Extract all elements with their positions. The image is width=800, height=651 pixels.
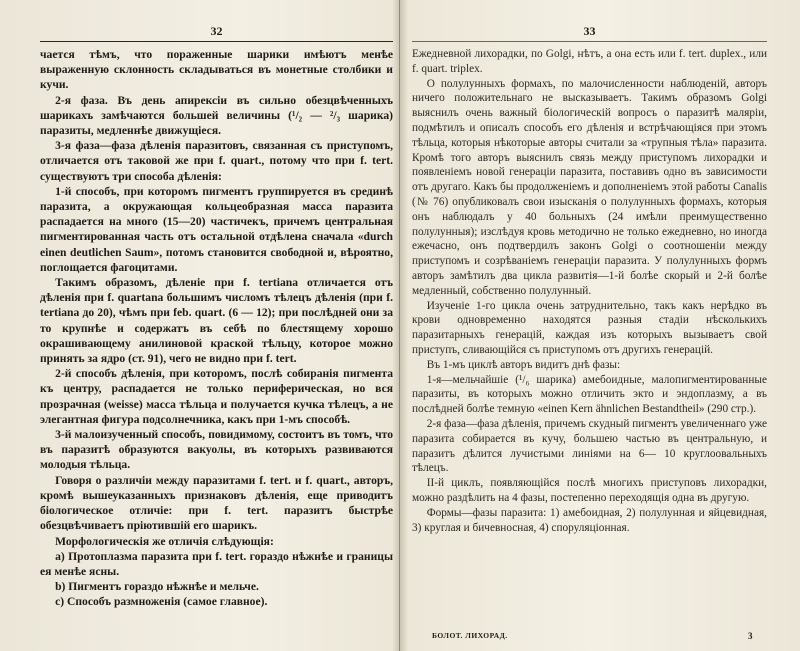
left-page-number: 32 [210, 24, 223, 38]
paragraph: b) Пигментъ гораздо нѣжнѣе и мельче. [55, 580, 259, 594]
paragraph: 3-й малоизученный способъ, повидимому, состоитъ въ томъ, что въ паразитѣ образуются вакуолы, въ которыхъ развиваются молодыя тѣльца. [40, 428, 393, 472]
paragraph: Въ 1-мъ циклѣ авторъ видитъ днѣ фазы: [426, 358, 621, 371]
right-page [412, 0, 767, 651]
left-page [40, 0, 393, 651]
footer-signature-number: 3 [748, 631, 753, 641]
paragraph: 2-й способъ дѣленія, при которомъ, послѣ собиранія пигмента къ центру, распадается не только периферическая, но вся прозрачная (weisse) масса тѣльца и получается кучка тѣлецъ, а не элегантная фигура подсолнечника, какъ при 1-мъ способѣ. [40, 367, 393, 426]
left-page-text [40, 47, 393, 610]
page-footer [412, 631, 767, 641]
paragraph: 1-я—мельчайшіе (¹/₆ шарика) амебоидные, малопигментированные паразиты, въ которыхъ можно отличить экто и эндоплазму, а въ послѣдней болѣе темную «einen Kern ähnlichen Bestandtheil» (290 стр.). [412, 373, 767, 416]
paragraph: Такимъ образомъ, дѣленіе при f. tertiana отличается отъ дѣленія при f. quartana большимъ числомъ тѣлецъ дѣленія (при f. tertiana до 20), чѣмъ при feb. quart. (6 — 12); при послѣдней они за то крупнѣе и содержатъ въ себѣ по блестящему хорошо окрашивающему анилиновой краской тѣльцу, которое можно принять за ядро (ст. 91), чего не видно при f. tert. [40, 276, 393, 366]
footer-signature: БОЛОТ. ЛИХОРАД. [432, 631, 508, 640]
header-rule [412, 41, 767, 42]
header-rule [40, 41, 393, 42]
paragraph: Говоря о различіи между паразитами f. tert. и f. quart., авторъ, кромѣ вышеуказанныхъ признаковъ дѣленія, еще приводитъ біологическое отличіе: при f. tert. паразитъ быстрѣе обезцвѣчиваетъ пріютившій его шарикъ. [40, 473, 393, 533]
paragraph: Изученіе 1-го цикла очень затруднительно, такъ какъ нерѣдко въ крови одновременно находятся разныя стадіи нѣсколькихъ паразитарныхъ генерацій, каждая изъ которыхъ вызываетъ свой приступъ, сливающійся съ приступомъ отъ другихъ генерацій. [412, 299, 767, 356]
right-page-number: 33 [583, 24, 596, 38]
paragraph: Ежедневной лихорадки, по Golgi, нѣтъ, а она есть или f. tert. duplex., или f. quart. triplex. [412, 48, 767, 75]
paragraph: 2-я фаза—фаза дѣленія, причемъ скудный пигментъ увеличеннаго уже паразита собирается въ кучу, большею частью въ центральную, и паразитъ дѣлится лучистыми линіями на 6— 10 круглоовальныхъ тѣлецъ. [412, 417, 768, 475]
paragraph: Морфологическія же отличія слѣдующія: [55, 534, 274, 548]
paragraph: Формы—фазы паразита: 1) амебоидная, 2) полулунная и яйцевидная, 3) круглая и бичевносная, 4) споруляціонная. [412, 506, 767, 534]
paragraph: а) Протоплазма паразита при f. tert. гораздо нѣжнѣе и границы ея менѣе ясны. [40, 549, 393, 578]
paragraph: О полулунныхъ формахъ, по малочисленности наблюденій, авторъ ничего положительнаго не высказываетъ. Такимъ образомъ Golgi выяснилъ очень важный біологическій вопросъ о паразитѣ маляріи, подмѣтилъ и описалъ способъ его дѣленія и встрѣчающіяся при этомъ тѣльца, которыя нѣкоторые авторы считали за «трупныя тѣла» паразита. Кромѣ того авторъ выяснилъ связь между приступомъ лихорадки и появленіемъ новой генераціи паразита, поставивъ одно въ зависимости отъ другаго. Какъ бы продолженіемъ и дополненіемъ этой работы Canalis (№ 76) опубликовалъ свои изысканія о полулунныхъ формахъ, которыя онъ наблюдалъ у 40 больныхъ (24 имѣли преимущественно полулунныя); изслѣдуя кровь методично не только ежедневно, но иногда ежечасно, онъ подтвердилъ законъ Golgi о соотношеніи между приступомъ и созрѣваніемъ генераціи паразита. У полулунныхъ формъ авторъ замѣтилъ два цикла развитія—1-й болѣе скорый и 2-й болѣе медленный, собственно полулунный. [412, 77, 767, 297]
paragraph: 3-я фаза—фаза дѣленія паразитовъ, связанная съ приступомъ, отличается отъ таковой же при f. quart., потому что при f. tert. существуютъ три способа дѣленія: [40, 139, 393, 183]
paragraph: 1-й способъ, при которомъ пигментъ группируется въ срединѣ паразита, а окружающая кольцеобразная масса паразита распадается на много (15—20) частичекъ, причемъ центральная пигментированная часть отъ остальной отдѣлена сначала «durch einen deutlichen Saum», потомъ становится свободной и, вѣроятно, поглощается фагоцитами. [40, 184, 393, 274]
paragraph: 2-я фаза. Въ день апирексіи въ сильно обезцвѣченныхъ шарикахъ замѣчаются большей величины (¹/₂ — ²/₃ шарика) паразиты, медленнѣе движущіеся. [40, 93, 393, 138]
paragraph: c) Способъ размноженія (самое главное). [55, 595, 268, 609]
paragraph: чается тѣмъ, что пораженные шарики имѣютъ менѣе выраженную склонность складываться въ монетные столбики и кучи. [40, 48, 393, 92]
right-page-text [412, 47, 767, 535]
gutter [399, 0, 400, 651]
paragraph: II-й циклъ, появляющійся послѣ многихъ приступовъ лихорадки, можно раздѣлить на 4 фазы, постепенно переходящія одна въ другую. [412, 477, 767, 504]
